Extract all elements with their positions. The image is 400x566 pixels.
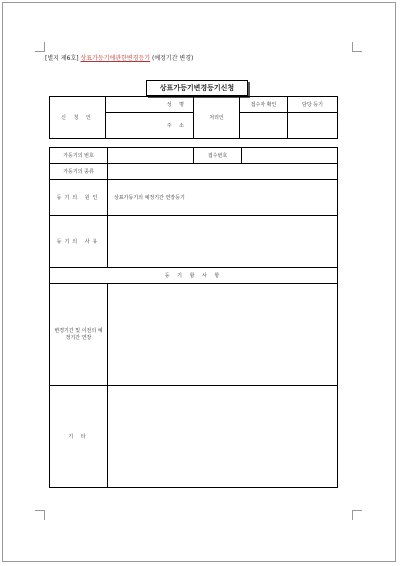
seal-label: 처리인 — [194, 97, 240, 139]
form-link[interactable]: 상표가등기에관한변경등기 — [80, 55, 151, 62]
form-subtitle: (예정기간 변경) — [152, 55, 194, 62]
purpose-label: 등기의 원인 — [50, 180, 108, 216]
content-value-cell[interactable] — [108, 284, 338, 386]
content-label: 변경기간 및 이전의 예정기간 연장 — [50, 284, 108, 386]
document-title: 상표가등기변경등기신청 — [146, 80, 248, 96]
address-label: 주 소 — [106, 113, 194, 139]
form-header — [45, 53, 193, 62]
register-label: 담당 등기 — [288, 97, 338, 113]
owner-label: 가등기의 종류 — [50, 164, 108, 180]
reason-label: 등기의 사유 — [50, 216, 108, 268]
applicant-table — [49, 96, 338, 139]
reg-no-label: 접수번호 — [194, 148, 242, 164]
number-label: 가등기의 번호 — [50, 148, 108, 164]
matters-heading: 등 기 할 사 항 — [50, 268, 338, 284]
etc-value-cell[interactable] — [108, 386, 338, 488]
owner-value-cell[interactable] — [108, 164, 338, 180]
number-value-cell[interactable] — [108, 148, 194, 164]
reg-no-value-cell[interactable] — [242, 148, 338, 164]
registration-table — [49, 147, 338, 488]
check-value-cell[interactable] — [240, 113, 288, 139]
crop-mark-top-right — [352, 42, 362, 52]
crop-mark-bottom-left — [35, 510, 45, 520]
etc-label: 기 타 — [50, 386, 108, 488]
purpose-value: 상표가등기의 예정기간 연장등기 — [108, 180, 338, 216]
applicant-label: 신 청 인 — [50, 97, 106, 139]
reason-value-cell[interactable] — [108, 216, 338, 268]
crop-mark-bottom-right — [352, 510, 362, 520]
form-number: [별지 제6호] — [45, 55, 79, 62]
register-value-cell[interactable] — [288, 113, 338, 139]
name-label: 성 명 — [106, 97, 194, 113]
crop-mark-top-left — [35, 42, 45, 52]
check-label: 접수자 확인 — [240, 97, 288, 113]
